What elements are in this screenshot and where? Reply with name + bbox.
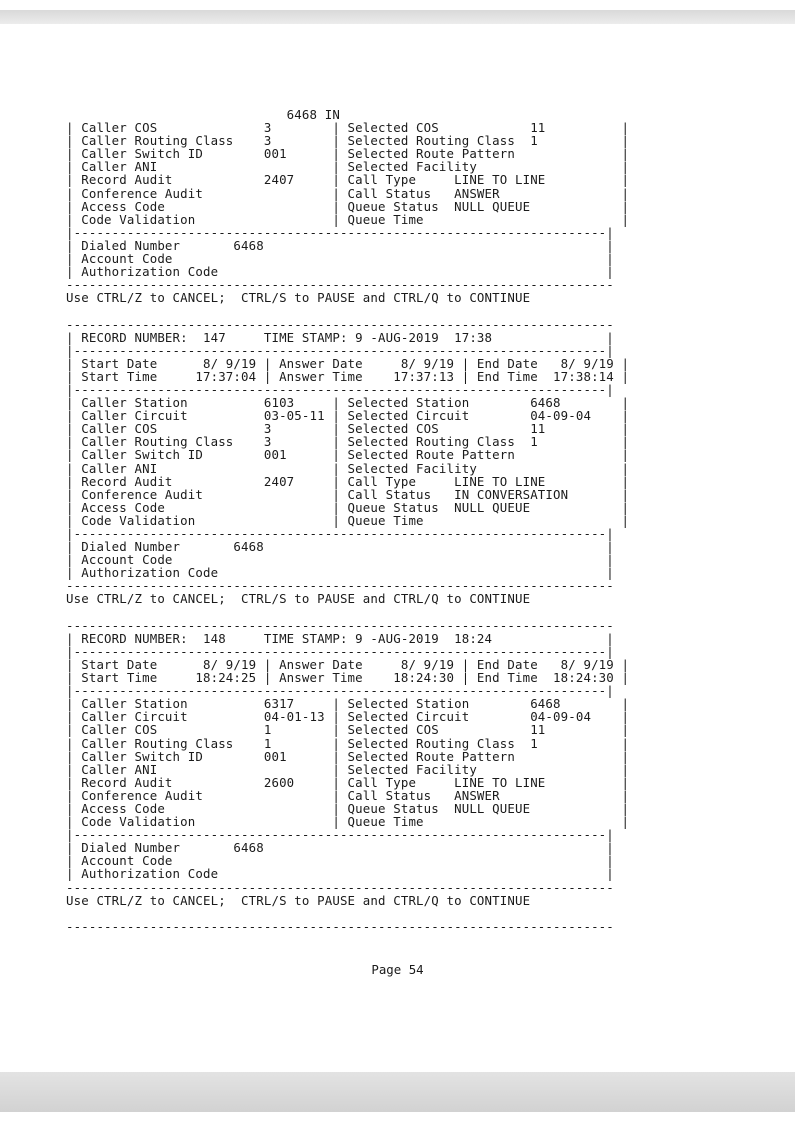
- report-line: Use CTRL/Z to CANCEL; CTRL/S to PAUSE and CTRL/Q to CONTINUE: [66, 591, 531, 607]
- report-line: | Conference Audit | Call Status ANSWER |: [66, 787, 630, 803]
- report-line: | Code Validation | Queue Time |: [66, 512, 630, 528]
- report-line: | Caller Station 6317 | Selected Station 6468 |: [66, 696, 630, 712]
- report-line: | Code Validation | Queue Time |: [66, 211, 630, 227]
- report-line: 6468 IN: [66, 107, 340, 122]
- report-line: | Dialed Number 6468 |: [66, 840, 614, 856]
- report-line: | Record Audit 2407 | Call Type LINE TO LINE |: [66, 172, 630, 188]
- report-line: | RECORD NUMBER: 148 TIME STAMP: 9 -AUG-2019 18:24 |: [66, 630, 614, 646]
- report-line: | Caller ANI | Selected Facility |: [66, 761, 630, 777]
- report-line: | Caller Circuit 03-05-11 | Selected Circuit 04-09-04 |: [66, 408, 630, 424]
- report-line: | Authorization Code |: [66, 264, 614, 280]
- report-line: ------------------------------------------------------------------------: [66, 578, 614, 594]
- report-line: |----------------------------------------------------------------------|: [66, 526, 614, 541]
- report-line: [66, 304, 706, 317]
- report-line: | Start Time 17:37:04 | Answer Time 17:37:13 | End Time 17:38:14 |: [66, 368, 630, 384]
- report-line: |----------------------------------------------------------------------|: [66, 224, 614, 240]
- report-line: | Account Code |: [66, 853, 614, 869]
- report-line: ------------------------------------------------------------------------: [66, 617, 614, 633]
- report-line: | RECORD NUMBER: 147 TIME STAMP: 9 -AUG-2019 17:38 |: [66, 329, 614, 345]
- report-line: ------------------------------------------------------------------------: [66, 918, 614, 934]
- report-line: |----------------------------------------------------------------------|: [66, 643, 614, 659]
- report-line: | Caller COS 3 | Selected COS 11 |: [66, 120, 630, 136]
- report-line: | Caller ANI | Selected Facility |: [66, 159, 630, 175]
- report-line: | Access Code | Queue Status NULL QUEUE |: [66, 198, 630, 214]
- report-line: | Start Time 18:24:25 | Answer Time 18:24:30 | End Time 18:24:30 |: [66, 670, 630, 686]
- report-line: | Access Code | Queue Status NULL QUEUE |: [66, 499, 630, 515]
- report-line: | Caller Circuit 04-01-13 | Selected Circuit 04-09-04 |: [66, 709, 630, 725]
- report-line: | Caller ANI | Selected Facility |: [66, 460, 630, 476]
- report-line: | Caller Station 6103 | Selected Station 6468 |: [66, 395, 630, 411]
- page-number: Page 54: [371, 962, 424, 977]
- report-line: | Authorization Code |: [66, 565, 614, 581]
- report-line: |----------------------------------------------------------------------|: [66, 342, 614, 358]
- report-line: |----------------------------------------------------------------------|: [66, 827, 614, 843]
- report-line: | Dialed Number 6468 |: [66, 237, 614, 253]
- report-line: ------------------------------------------------------------------------: [66, 879, 614, 895]
- report-line: [66, 907, 706, 920]
- report-line: | Start Date 8/ 9/19 | Answer Date 8/ 9/19 | End Date 8/ 9/19 |: [66, 355, 630, 371]
- report-line: | Access Code | Queue Status NULL QUEUE |: [66, 800, 630, 816]
- report-line: | Account Code |: [66, 552, 614, 568]
- call-record-report: [66, 108, 706, 933]
- report-line: | Record Audit 2407 | Call Type LINE TO LINE |: [66, 473, 630, 489]
- report-line: | Code Validation | Queue Time |: [66, 814, 630, 830]
- report-line: | Account Code |: [66, 251, 614, 267]
- report-line: |----------------------------------------------------------------------|: [66, 683, 614, 699]
- report-line: |----------------------------------------------------------------------|: [66, 381, 614, 397]
- report-line: | Caller Switch ID 001 | Selected Route Pattern |: [66, 748, 630, 764]
- report-line: | Conference Audit | Call Status IN CONVERSATION |: [66, 486, 630, 502]
- report-line: | Caller Switch ID 001 | Selected Route Pattern |: [66, 447, 630, 463]
- report-line: | Caller Routing Class 3 | Selected Routing Class 1 |: [66, 434, 630, 450]
- report-line: | Start Date 8/ 9/19 | Answer Date 8/ 9/19 | End Date 8/ 9/19 |: [66, 656, 630, 672]
- report-line: Use CTRL/Z to CANCEL; CTRL/S to PAUSE and CTRL/Q to CONTINUE: [66, 290, 531, 306]
- report-line: ------------------------------------------------------------------------: [66, 316, 614, 332]
- report-line: [66, 606, 706, 619]
- report-line: ------------------------------------------------------------------------: [66, 277, 614, 293]
- report-line: | Caller Routing Class 1 | Selected Routing Class 1 |: [66, 735, 630, 751]
- report-line: | Record Audit 2600 | Call Type LINE TO LINE |: [66, 774, 630, 790]
- report-line: | Caller COS 1 | Selected COS 11 |: [66, 722, 630, 738]
- report-line: | Caller COS 3 | Selected COS 11 |: [66, 421, 630, 437]
- report-line: | Dialed Number 6468 |: [66, 539, 614, 555]
- report-line: | Caller Switch ID 001 | Selected Route Pattern |: [66, 146, 630, 162]
- scan-edge-bottom: [0, 1072, 795, 1112]
- report-line: | Conference Audit | Call Status ANSWER |: [66, 185, 630, 201]
- scan-edge-top: [0, 10, 795, 24]
- report-line: | Authorization Code |: [66, 866, 614, 882]
- report-line: Use CTRL/Z to CANCEL; CTRL/S to PAUSE and CTRL/Q to CONTINUE: [66, 892, 531, 908]
- report-line: | Caller Routing Class 3 | Selected Routing Class 1 |: [66, 133, 630, 149]
